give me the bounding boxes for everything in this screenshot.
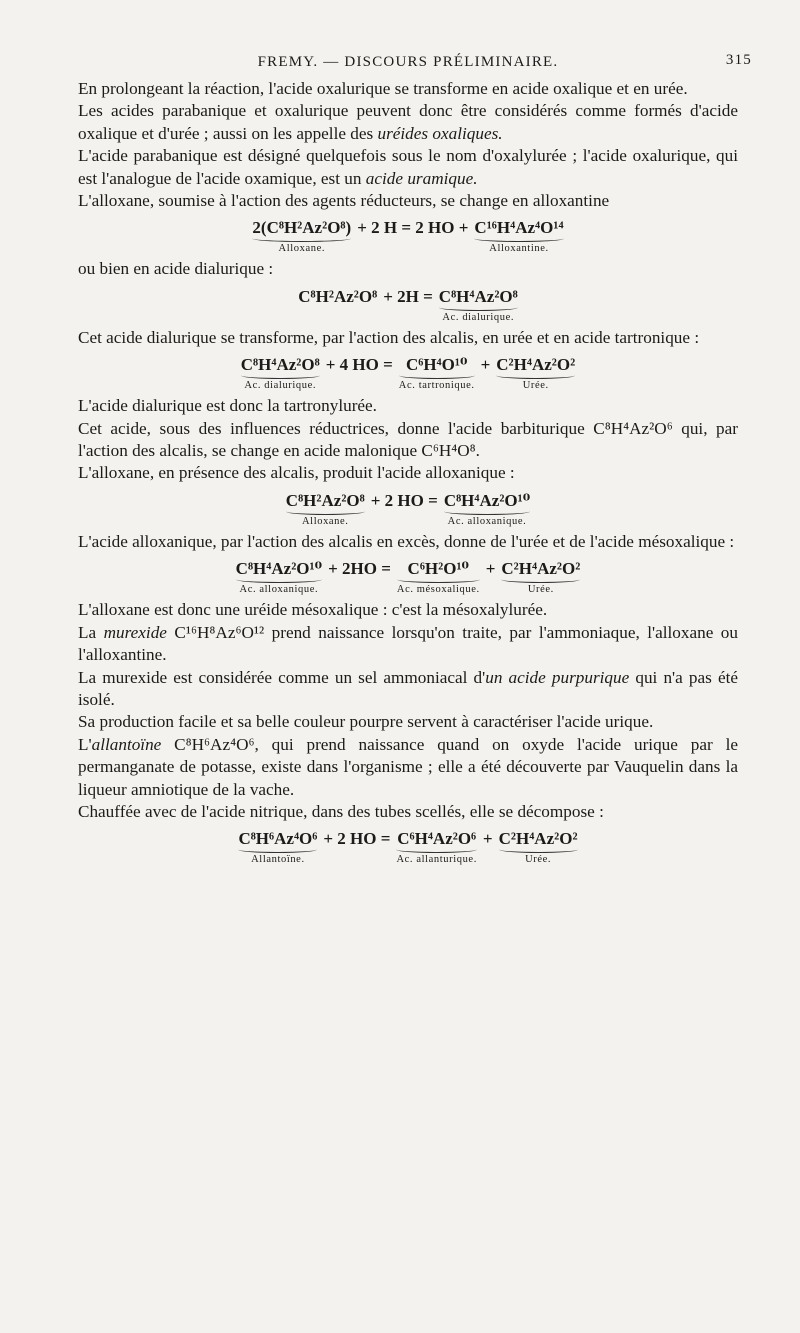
equation-allanturique: C⁸H⁶Az⁴O⁶ Allantoïne. + 2 HO = C⁶H⁴Az²O⁶ Ac. allanturique. + C²H⁴Az²O² Urée. [238,829,578,866]
paragraph: Cet acide, sous des influences réductrices, donne l'acide barbiturique C⁸H⁴Az²O⁶ qui, par l'action des alcalis, se change en acide malonique C⁶H⁴O⁸. [78,418,738,461]
equation-alloxanique: C⁸H²Az²O⁸ Alloxane. + 2 HO = C⁸H⁴Az²O¹⁰ Ac. alloxanique. [285,490,531,527]
paragraph: L'alloxane est donc une uréide mésoxalique : c'est la mésoxalylurée. [78,600,548,620]
paragraph: En prolongeant la réaction, l'acide oxalurique se transforme en acide oxalique et en urée. [78,79,688,98]
equation-tartronique: C⁸H⁴Az²O⁸ Ac. dialurique. + 4 HO = C⁶H⁴O¹⁰ Ac. tartronique. + C²H⁴Az²O² Urée. [240,355,576,392]
paragraph: Les acides parabanique et oxalurique peuvent donc être considérés comme formés d'acide oxalique et d'urée ; aussi on les appelle des uréides oxaliques. [78,101,738,143]
page [78,48,752,869]
paragraph: Chauffée avec de l'acide nitrique, dans des tubes scellés, elle se décompose : [78,801,604,821]
paragraph: L'alloxane, en présence des alcalis, produit l'acide alloxanique : [78,463,515,483]
running-title: FREMY. — DISCOURS PRÉLIMINAIRE. [257,54,559,70]
equation-dialurique: C⁸H²Az²O⁸ + 2H = C⁸H⁴Az²O⁸ Ac. dialurique. [298,286,518,323]
paragraph: La murexide est considérée comme un sel ammoniacal d'un acide purpurique qui n'a pas été isolé. [78,667,738,709]
paragraph: Cet acide dialurique se transforme, par l'action des alcalis, en urée et en acide tartronique : [78,327,700,347]
paragraph: ou bien en acide dialurique : [78,259,274,279]
paragraph: L'allantoïne C⁸H⁶Az⁴O⁶, qui prend naissance quand on oxyde l'acide urique par le permanganate de potasse, existe dans l'organisme ; elle a été découverte par Vauquelin dans la liqueur amniotique de la vache. [78,734,738,799]
equation-alloxantine: 2(C⁸H²Az²O⁸) Alloxane. + 2 H = 2 HO + C¹⁶H⁴Az⁴O¹⁴ Alloxantine. [252,218,564,255]
paragraph: La murexide C¹⁶H⁸Az⁶O¹² prend naissance lorsqu'on traite, par l'ammoniaque, l'alloxane ou l'alloxantine. [78,622,738,665]
equation-mesoxalique: C⁸H⁴Az²O¹⁰ Ac. alloxanique. + 2HO = C⁶H²O¹⁰ Ac. mésoxalique. + C²H⁴Az²O² Urée. [235,559,581,596]
page-number: 315 [725,52,752,68]
paragraph: L'acide dialurique est donc la tartronylurée. [78,396,377,416]
paragraph: L'alloxane, soumise à l'action des agents réducteurs, se change en alloxantine [78,191,610,211]
page-header [78,48,752,78]
paragraph: Sa production facile et sa belle couleur pourpre servent à caractériser l'acide urique. [78,712,654,732]
paragraph: L'acide alloxanique, par l'action des alcalis en excès, donne de l'urée et de l'acide mésoxalique : [78,531,735,551]
paragraph: L'acide parabanique est désigné quelquefois sous le nom d'oxalylurée ; l'acide oxalurique, qui est l'analogue de l'acide oxamique, est un acide uramique. [78,146,738,188]
